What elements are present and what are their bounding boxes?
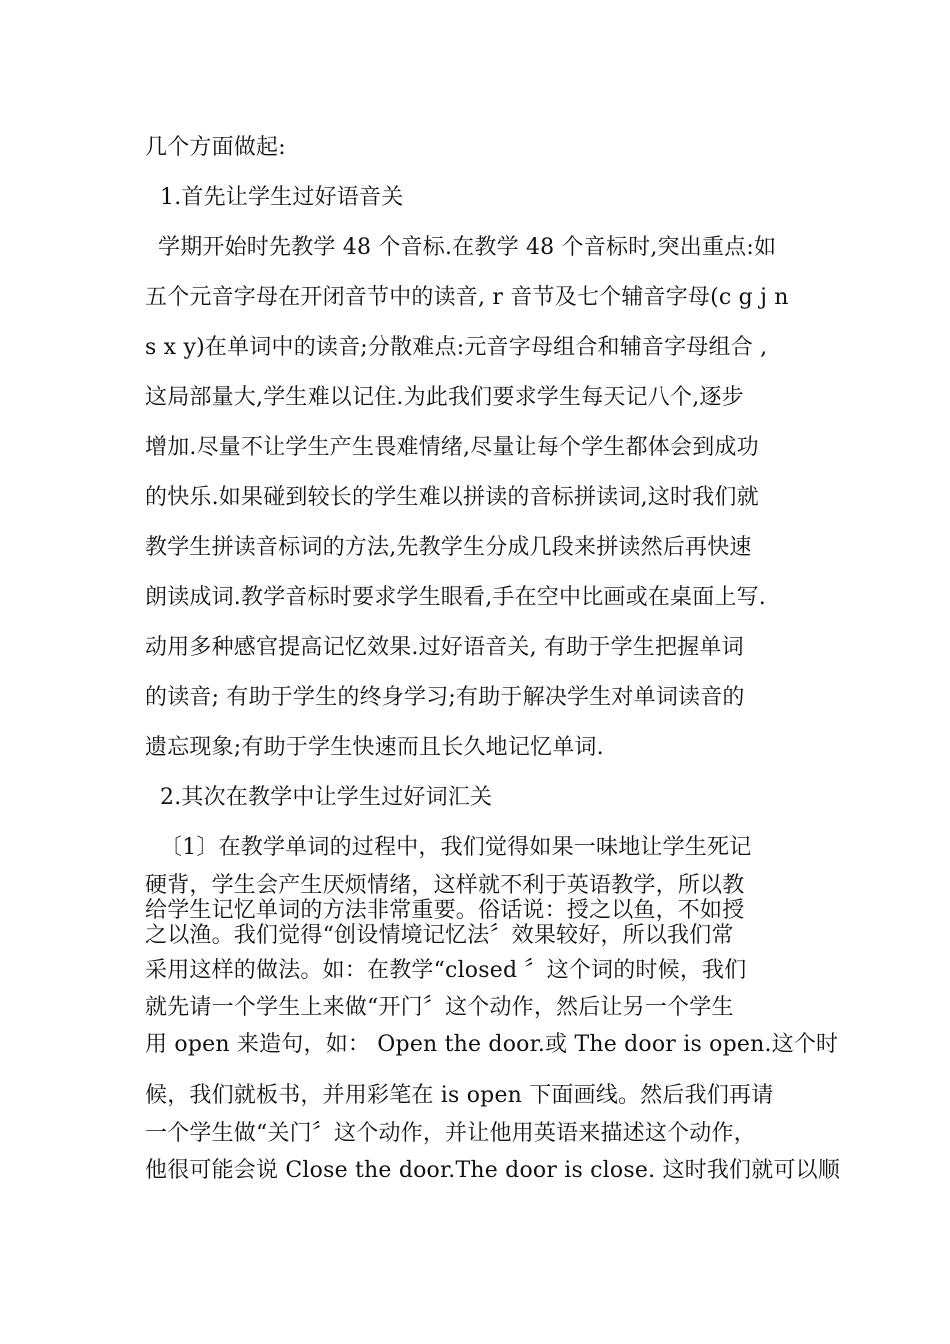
text-line: 一个学生做“关门〞这个动作，并让他用英语来描述这个动作，: [145, 1121, 756, 1146]
text-line: 用 open 来造句，如： Open the door.或 The door is open.这个时: [145, 1032, 839, 1057]
text-line: 的快乐.如果碰到较长的学生难以拼读的音标拼读词,这时我们就: [145, 485, 759, 510]
text-line: 动用多种感官提高记忆效果.过好语音关, 有助于学生把握单词: [145, 635, 744, 660]
text-line: 之以渔。我们觉得“创设情境记忆法〞效果较好，所以我们常: [145, 923, 734, 948]
text-line: 朗读成词.教学音标时要求学生眼看,手在空中比画或在桌面上写.: [145, 585, 766, 610]
text-line: 他很可能会说 Close the door.The door is close. 这时我们就可以顺: [145, 1158, 841, 1183]
text-line: 五个元音字母在开闭音节中的读音, r 音节及七个辅音字母(c g j n: [145, 285, 789, 310]
text-line: 的读音; 有助于学生的终身学习;有助于解决学生对单词读音的: [145, 685, 745, 710]
text-line: 采用这样的做法。如：在教学“closed 〞这个词的时候，我们: [145, 958, 747, 983]
text-line: 给学生记忆单词的方法非常重要。俗话说：授之以鱼，不如授: [145, 898, 745, 923]
text-line: s x y)在单词中的读音;分散难点:元音字母组合和辅音字母组合 ,: [145, 335, 768, 360]
text-line: 遗忘现象;有助于学生快速而且长久地记忆单词.: [145, 735, 604, 760]
section-heading: 2.其次在教学中让学生过好词汇关: [160, 785, 493, 810]
text-line: 几个方面做起:: [145, 135, 286, 160]
text-line: 这局部量大,学生难以记住.为此我们要求学生每天记八个,逐步: [145, 385, 744, 410]
section-heading: 1.首先让学生过好语音关: [160, 185, 404, 210]
text-line: 教学生拼读音标词的方法,先教学生分成几段来拼读然后再快速: [145, 535, 752, 560]
text-line: 就先请一个学生上来做“开门〞这个动作，然后让另一个学生: [145, 995, 734, 1020]
text-line: 候，我们就板书，并用彩笔在 is open 下面画线。然后我们再请: [145, 1083, 774, 1108]
text-line: 学期开始时先教学 48 个音标.在教学 48 个音标时,突出重点:如: [158, 235, 777, 260]
text-line: 硬背，学生会产生厌烦情绪，这样就不利于英语教学，所以教: [145, 873, 745, 898]
text-line: 增加.尽量不让学生产生畏难情绪,尽量让每个学生都体会到成功: [145, 435, 759, 460]
text-line: 〔1〕在教学单词的过程中，我们觉得如果一味地让学生死记: [160, 835, 752, 860]
